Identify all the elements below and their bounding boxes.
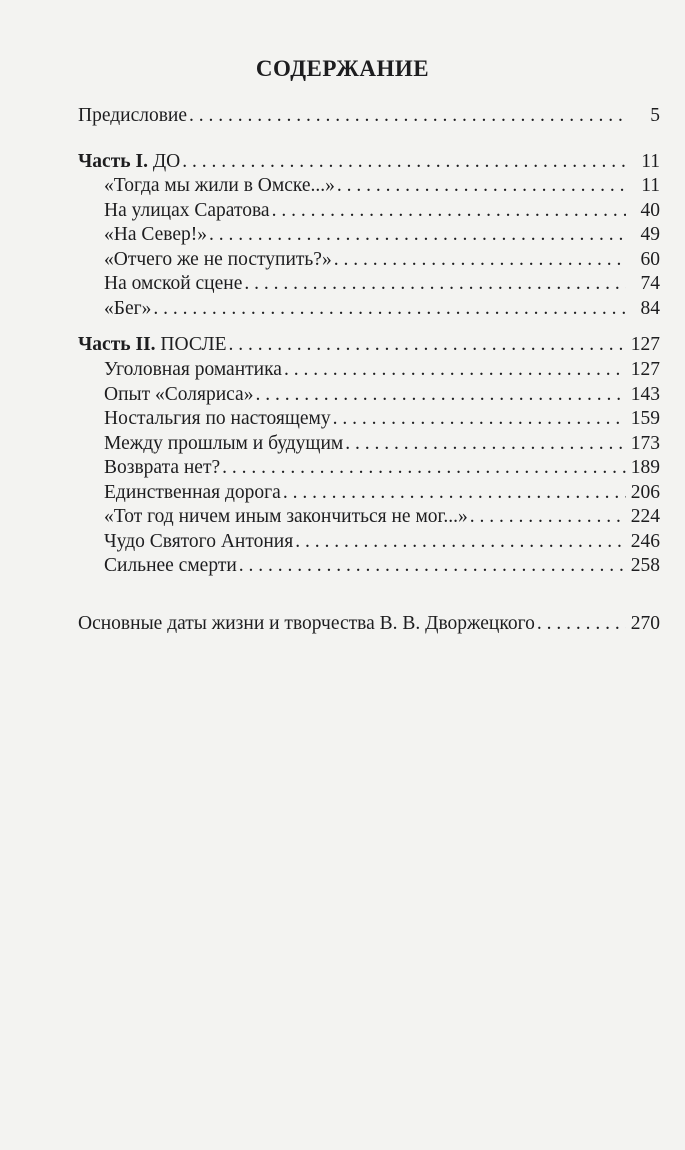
entry-label: Основные даты жизни и творчества В. В. Дворжецкого <box>78 613 535 634</box>
toc-entry-chronology[interactable] <box>78 612 660 636</box>
entry-label: На улицах Саратова <box>104 199 270 221</box>
dot-leader <box>295 530 626 554</box>
entry-label: Сильнее смерти <box>104 555 237 576</box>
entry-label: Единственная дорога <box>104 481 281 503</box>
entry-page: 127 <box>630 359 660 380</box>
toc-entry-part1[interactable] <box>78 150 660 174</box>
toc-entry[interactable] <box>104 456 660 480</box>
entry-page: 189 <box>630 457 660 478</box>
part-prefix: Часть II. <box>78 334 156 355</box>
dot-leader <box>182 150 626 174</box>
entry-label <box>78 150 180 174</box>
entry-label: Опыт «Соляриса» <box>104 383 254 405</box>
entry-page: 143 <box>630 383 660 405</box>
entry-page: 258 <box>630 555 660 576</box>
dot-leader <box>333 407 626 431</box>
dot-leader <box>209 223 626 247</box>
toc-entry[interactable] <box>104 297 660 321</box>
entry-label: «Тогда мы жили в Омске...» <box>104 175 335 196</box>
entry-label: Уголовная романтика <box>104 359 282 380</box>
toc-entry[interactable] <box>104 199 660 223</box>
toc-entry[interactable] <box>104 530 660 554</box>
dot-leader <box>153 297 626 321</box>
dot-leader <box>337 174 626 198</box>
toc-entry[interactable] <box>104 358 660 382</box>
toc-entry[interactable] <box>104 272 660 296</box>
dot-leader <box>334 248 626 272</box>
toc-entry[interactable] <box>104 407 660 431</box>
entry-label: На омской сцене <box>104 273 243 294</box>
dot-leader <box>345 432 626 456</box>
entry-page: 127 <box>630 334 660 355</box>
entry-page: 224 <box>630 506 660 527</box>
entry-page: 173 <box>630 432 660 454</box>
toc-entry[interactable] <box>104 383 660 407</box>
part-title: ДО <box>152 151 181 172</box>
entry-page: 11 <box>641 151 660 172</box>
entry-label: Возврата нет? <box>104 457 221 478</box>
entry-page: 270 <box>630 613 660 634</box>
page-title: СОДЕРЖАНИЕ <box>255 56 430 81</box>
toc-entry[interactable] <box>104 554 660 578</box>
entry-page: 60 <box>640 248 660 270</box>
toc-entry[interactable] <box>104 481 660 505</box>
entry-label: Между прошлым и будущим <box>104 432 344 454</box>
entry-page: 206 <box>630 481 660 503</box>
toc-entry[interactable] <box>104 223 660 247</box>
entry-page: 84 <box>640 297 660 319</box>
entry-label: «На Север!» <box>104 224 208 245</box>
dot-leader <box>189 104 626 128</box>
dot-leader <box>244 272 626 296</box>
toc-entry[interactable] <box>104 432 660 456</box>
entry-label: «Бег» <box>104 297 152 319</box>
dot-leader <box>228 333 626 357</box>
entry-label: «Тот год ничем иным закончиться не мог...» <box>104 506 468 527</box>
entry-label: Предисловие <box>78 105 188 126</box>
entry-label: Ностальгия по настоящему <box>104 408 331 429</box>
toc-entry-preface[interactable] <box>78 104 660 128</box>
dot-leader <box>239 554 626 578</box>
entry-page: 5 <box>650 105 660 126</box>
entry-page: 159 <box>630 408 660 429</box>
dot-leader <box>283 481 626 505</box>
part-title: ПОСЛЕ <box>160 334 227 355</box>
entry-label: Чудо Святого Антония <box>104 530 294 552</box>
dot-leader <box>537 612 626 636</box>
dot-leader <box>284 358 626 382</box>
entry-label <box>78 333 226 357</box>
toc-entry[interactable] <box>104 248 660 272</box>
dot-leader <box>470 505 626 529</box>
entry-page: 49 <box>640 224 660 245</box>
toc-entry[interactable] <box>104 174 660 198</box>
part-prefix: Часть I. <box>78 151 148 172</box>
toc-entry[interactable] <box>104 505 660 529</box>
entry-page: 40 <box>640 199 660 221</box>
dot-leader <box>255 383 626 407</box>
entry-page: 11 <box>641 175 660 196</box>
dot-leader <box>272 199 626 223</box>
entry-page: 246 <box>630 530 660 552</box>
dot-leader <box>222 456 626 480</box>
entry-page: 74 <box>640 273 660 294</box>
entry-label: «Отчего же не поступить?» <box>104 248 332 270</box>
toc-entry-part2[interactable] <box>78 333 660 357</box>
